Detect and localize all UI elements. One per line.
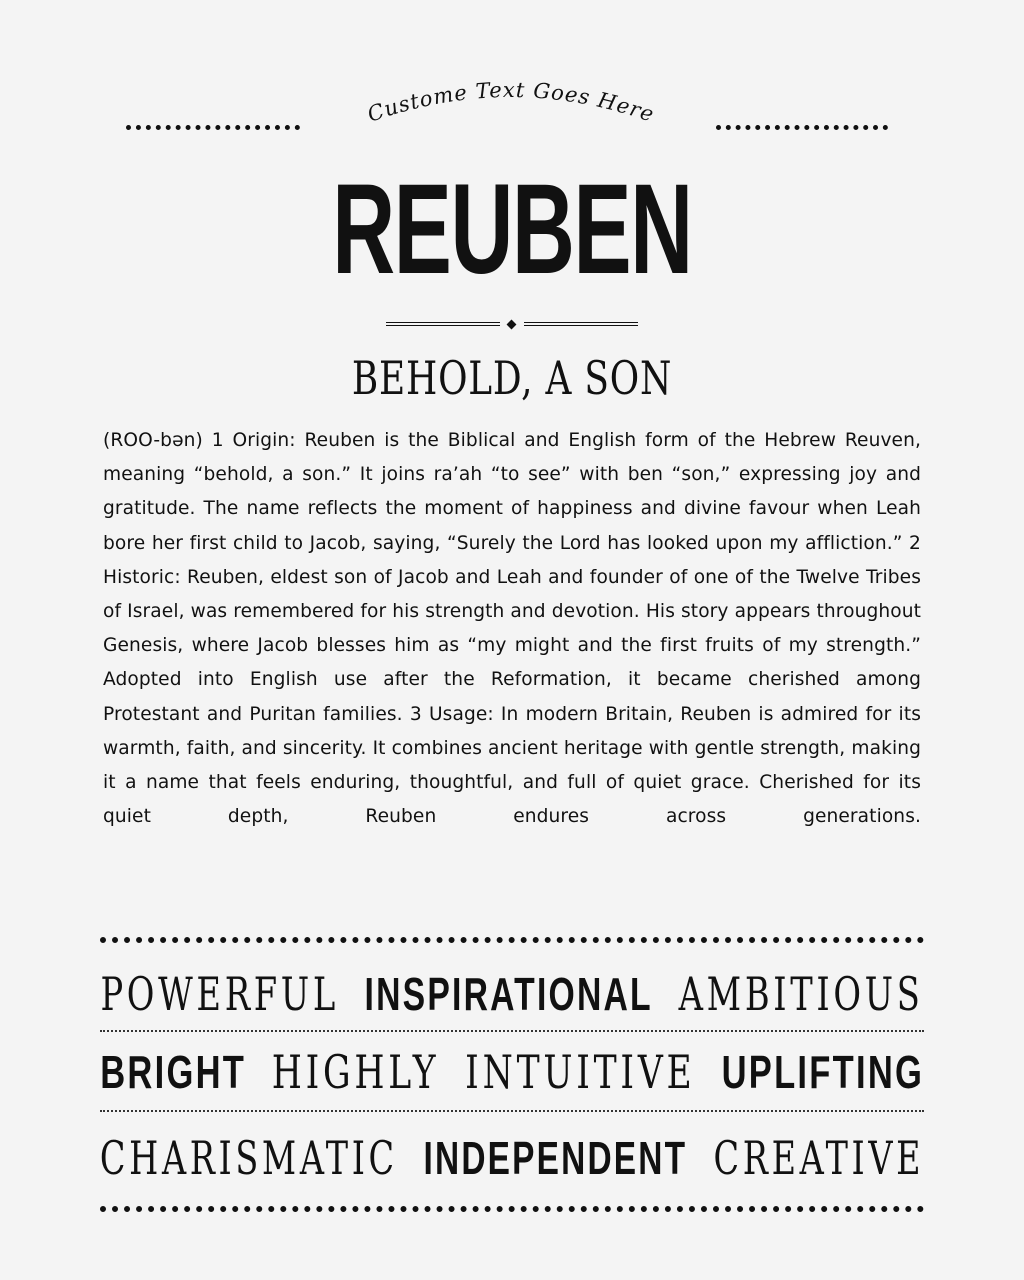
- trait-word: INDEPENDENT: [423, 1132, 688, 1184]
- trait-word: CHARISMATIC: [99, 1131, 398, 1185]
- name-title: REUBEN: [332, 158, 692, 301]
- traits-bottom-divider: [100, 1206, 924, 1218]
- name-definition: (ROO-bən) 1 Origin: Reuben is the Biblical and English form of the Hebrew Reuven, meaning “behold, a son.” It joins ra’ah “to see” with ben “son,” expressing joy and gratitude. The name reflects the moment of happiness and divine favour when Leah bore her first child to Jacob, saying, “Surely the Lord has looked upon my affliction.” 2 Historic: Reuben, eldest son of Jacob and Leah and founder of one of the Twelve Tribes of Israel, was remembered for his strength and devotion. His story appears throughout Genesis, where Jacob blesses him as “my might and the first fruits of my strength.” Adopted into English use after the Reformation, it became cherished among Protestant and Puritan families. 3 Usage: In modern Britain, Reuben is admired for its warmth, faith, and sincerity. It combines ancient heritage with gentle strength, making it a name that feels enduring, thoughtful, and full of quiet grace. Cherished for its quiet depth, Reuben endures across generations.: [103, 430, 921, 828]
- traits-row-1: [100, 964, 924, 1024]
- trait-word: HIGHLY: [271, 1045, 440, 1099]
- trait-word: INSPIRATIONAL: [364, 968, 654, 1020]
- traits-row-3: [100, 1128, 924, 1188]
- name-meaning: BEHOLD, A SON: [351, 351, 673, 405]
- traits-divider-2: [100, 1110, 924, 1118]
- top-left-dotted-divider: [126, 125, 300, 138]
- traits-top-divider: [100, 937, 924, 949]
- tagline-text: Custome Text Goes Here: [364, 77, 658, 127]
- trait-word: POWERFUL: [100, 967, 339, 1021]
- custom-tagline: [340, 74, 680, 144]
- traits-divider-1: [100, 1030, 924, 1038]
- diamond-icon: [507, 320, 517, 330]
- ornamental-divider: [386, 318, 638, 334]
- tagline-arc: [340, 74, 680, 144]
- trait-word: INTUITIVE: [465, 1045, 696, 1099]
- trait-word: CREATIVE: [713, 1131, 925, 1185]
- ornament-right-rule: [524, 322, 638, 326]
- top-right-dotted-divider: [716, 125, 888, 138]
- trait-word: UPLIFTING: [721, 1046, 924, 1098]
- trait-word: AMBITIOUS: [679, 967, 924, 1021]
- trait-word: BRIGHT: [100, 1046, 246, 1098]
- traits-row-2: [100, 1042, 924, 1102]
- ornament-left-rule: [386, 322, 500, 326]
